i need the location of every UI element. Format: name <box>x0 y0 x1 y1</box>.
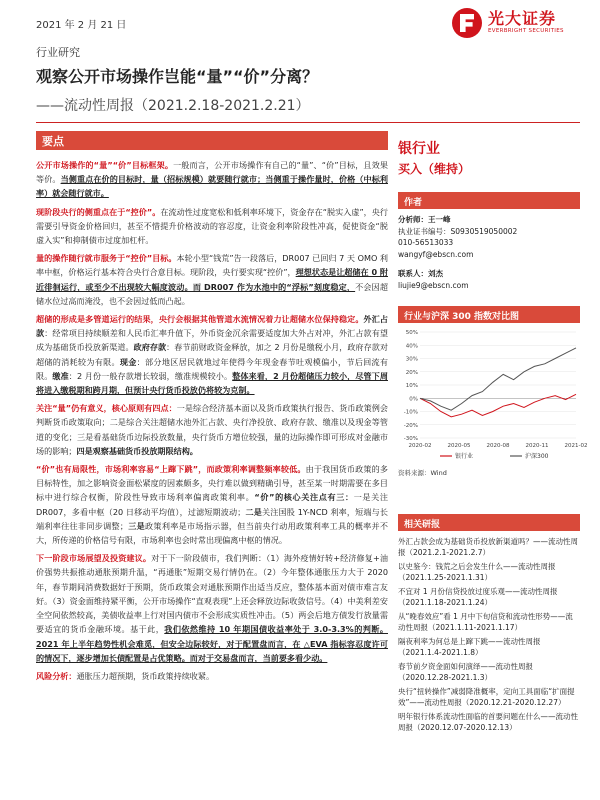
paragraph-text: ：经常项目持续顺差和人民币汇率升值下，外币资金沉余需要适度加大外占对冲，外汇占款有望成为基础货币投放新渠道。 <box>36 328 388 353</box>
keypoints-header: 要点 <box>36 131 388 150</box>
logo-english-name: EVERBRIGHT SECURITIES <box>488 28 564 34</box>
related-report-item[interactable]: 明年银行体系流动性面临的首要问题在什么——流动性周报（2020.12.07-2020.12.13） <box>398 712 578 732</box>
y-tick-label: 30% <box>405 356 418 363</box>
index-comparison-chart <box>398 326 588 464</box>
chart-svg <box>398 326 588 464</box>
paragraph-lead: 公开市场操作的“量”“价”目标框架。 <box>36 160 174 170</box>
paragraph-emphasis: 三是 <box>127 520 146 531</box>
x-tick-label: 2021-02 <box>564 443 588 449</box>
paragraph-text: 本轮小型“钱荒”告一段落后，DR007 已回归 7 天 OMO 利率中枢，价格运行基本符合央行合意目标。现阶段，央行要实现“控价”， <box>36 253 389 278</box>
report-category: 行业研究 <box>36 46 80 59</box>
contact-name: 联系人：刘杰 <box>398 269 443 278</box>
chart-source: 资料来源：Wind <box>398 469 447 477</box>
paragraph-text: 关注国股 1Y-NCD 利率，短端与长端利率往往非同步调整； <box>36 506 388 531</box>
related-reports-list <box>398 536 580 736</box>
series-line-1 <box>420 348 576 410</box>
author-name: 分析师：王一峰 <box>398 215 451 224</box>
y-tick-label: -20% <box>403 422 418 429</box>
paragraph-lead: “价”也有局限性，市场利率容易“上蹿下跳”，而政策利率调整频率较低。 <box>36 464 306 475</box>
paragraph-text: 通胀压力超预期，货币政策持续收紧。 <box>76 670 215 681</box>
paragraph-text: 不会因超储水位过高而淹没，也不会因过低而凸起。 <box>36 281 388 306</box>
related-report-item[interactable]: 春节前夕资金面如何演绎——流动性周报（2020.12.28-2021.1.3） <box>398 662 533 682</box>
paragraph-emphasis: 理想状态是让超储在 0 附近徘徊运行，或至少不出现较大幅度波动。而 DR007 作为水池中的“浮标”刻度稳定， <box>36 267 388 292</box>
paragraph-text: 一是关注 DR007，多看中枢（20 日移动平均值），过滤短期波动； <box>36 492 388 517</box>
paragraph-text: 由于我国货币政策的多目标特性，加之影响资金面松紧度的因素颇多，央行难以做到精确引导，甚至某一时期需要在多目标中进行综合权衡，阶段性导致市场利率偏离政策利率。 <box>36 464 388 503</box>
y-tick-label: -10% <box>403 409 418 416</box>
legend-label: 银行业 <box>455 453 474 460</box>
related-report-item[interactable]: 从“晚春效应”看 1 月中下旬信贷和流动性形势——流动性周报（2021.1.11-2021.1.17） <box>398 612 573 632</box>
related-report-item[interactable]: 外汇占款会成为基础货币投放新渠道吗？——流动性周报（2021.2.1-2021.2.7） <box>398 537 578 557</box>
report-subtitle: ——流动性周报（2021.2.18-2021.2.21） <box>36 98 310 114</box>
logo-chinese-name: 光大证券 <box>488 9 557 28</box>
related-section-header: 相关研报 <box>398 514 580 531</box>
paragraph-text: 一是综合经济基本面以及货币政策执行报告、货币政策例会判断货币政策取向；二是综合关注超储水池外汇占款、央行净投放、政府存款、缴准以及现金等管道的变化；三是看基础货币边际投放数量，央行货币方增位较强，量的边际操作即可形成对金融市场的影响； <box>36 403 388 456</box>
paragraph-emphasis: 现金 <box>119 356 137 367</box>
y-tick-label: 40% <box>405 343 418 350</box>
paragraph-text: ：春节前财政资金释放，加之 2 月份是缴税小月，政府存款对超储的消耗较为有限。 <box>36 342 388 367</box>
paragraph-emphasis: 二是 <box>245 506 263 517</box>
report-title: 观察公开市场操作岂能“量”“价”分离？ <box>36 67 319 86</box>
header-divider <box>36 122 580 123</box>
paragraph-emphasis: 外汇占款 <box>36 314 388 339</box>
y-tick-label: 10% <box>405 383 418 389</box>
author-section-header: 作者 <box>398 192 580 209</box>
y-tick-label: 20% <box>405 369 418 376</box>
paragraph-emphasis: 我们依然维持 10 年期国债收益率处于 3.0-3.3%的判断。2021 年上半年趋势性机会难觅，但安全边际较好，对于配置盘而言，在 △EVA 指标容忍度许可的情况下，逐步增加长债配置是占优策略。而对于交易盘而言，当前要多看少动。 <box>36 624 388 663</box>
y-tick-label: -30% <box>403 436 418 442</box>
paragraph-lead: 现阶段央行的侧重点在于“控价”。 <box>36 206 161 217</box>
legend-label: 沪深300 <box>525 453 549 460</box>
author-license: 执业证书编号：S0930519050002 <box>398 226 518 236</box>
paragraph-text: ：2 月份一般存款增长较弱，缴准规模较小。 <box>68 370 233 381</box>
paragraph-emphasis: 政府存款 <box>133 342 167 353</box>
x-tick-label: 2020-08 <box>486 443 510 449</box>
main-body <box>36 158 388 687</box>
series-line-0 <box>420 394 576 417</box>
contact-info <box>398 268 580 291</box>
paragraph-lead: 量的操作随行就市服务于“控价”目标。 <box>36 253 177 264</box>
paragraph-price-control <box>36 205 388 248</box>
related-report-item[interactable]: 隔夜利率为何总是上蹿下跳——流动性周报（2021.1.4-2021.1.8） <box>398 637 541 657</box>
author-info <box>398 214 580 260</box>
industry-label: 银行业 <box>398 141 440 157</box>
paragraph-emphasis: 整体来看，2 月份超储压力较小，尽管下周将进入缴税期和跨月期，但预计央行货币投放仍将较为克制。 <box>36 370 388 396</box>
broker-logo <box>452 6 580 40</box>
paragraph-outlook <box>36 551 388 665</box>
paragraph-volume <box>36 251 388 308</box>
paragraph-price-limits <box>36 462 388 547</box>
paragraph-emphasis: 当侧重点在价的目标时，量（招标规模）就要随行就市；当侧重于操作量时，价格（中标利率）就会随行就市。 <box>36 174 388 199</box>
related-report-item[interactable]: 央行“扭转操作”减弱降准概率，定向工具面临“扩面提效”——流动性周报（2020.12.21-2020.12.27） <box>398 687 575 707</box>
paragraph-lead: 关注“量”仍有意义，核心原则有四点： <box>36 403 177 414</box>
paragraph-text: 一般而言，公开市场操作有自己的“量”、“价”目标，且效果等价。 <box>36 160 388 185</box>
paragraph-text: ：部分地区居民就地过年使得今年现金春节吐观模偏小，节后回流有限。 <box>36 356 388 381</box>
y-tick-label: 0% <box>409 396 418 403</box>
x-tick-label: 2020-02 <box>408 443 432 449</box>
paragraph-emphasis: “价”的核心关注点有三： <box>254 492 354 503</box>
paragraph-emphasis: 四是观察基础货币投放期限结构。 <box>76 445 198 456</box>
paragraph-emphasis: 缴准 <box>52 370 69 381</box>
chart-section-header: 行业与沪深 300 指数对比图 <box>398 306 580 323</box>
paragraph-reserves <box>36 312 388 397</box>
contact-email[interactable]: liujie9@ebscn.com <box>398 280 469 290</box>
logo-emblem-icon <box>452 8 482 38</box>
author-phone: 010-56513033 <box>398 238 454 247</box>
paragraph-lead: 下一阶段市场展望及投资建议。 <box>36 553 152 564</box>
author-email[interactable]: wangyf@ebscn.com <box>398 249 474 259</box>
y-tick-label: 50% <box>405 330 418 336</box>
paragraph-text: 在流动性过度宽松和低利率环境下，资金存在“脱实入虚”，央行需要引导资金价格回归，甚至不惜提升价格波动的容忍度，让资金利率阶段性冲高，促使资金“脱虚入实”和抑制债市过度加杠杆。 <box>36 206 389 246</box>
paragraph-text: 对于下一阶段债市，我们判断：（1）海外疫情好转+经济修复+油价强势共振推动通胀预期升温，“再通胀”短期交易行情仍在。（2）今年整体通胀压力大于 2020 年，春节期间消费数据好于预期，货币政策会对通胀预期作出适当反应，整体基本面对债市难言友好。（3）资金面维持紧平衡，公开市场操作“直观表现”上还会释放边际收敛信号。（4）中美利差安全空间依然较高，美债收益率上行对国内债市不会形成实质性冲击。（5）两会后地方债发行放量需要适宜的货币金融环境。基于此， <box>36 553 388 635</box>
x-tick-label: 2020-05 <box>447 443 471 449</box>
paragraph-lead: 超储的形成是多管道运行的结果，央行会根据其他管道水流情况着力让超储水位保持稳定。 <box>36 314 364 325</box>
report-date: 2021 年 2 月 21 日 <box>36 20 127 31</box>
paragraph-risk <box>36 669 388 683</box>
related-report-item[interactable]: 不宜对 1 月份信贷投放过度乐观——流动性周报（2021.1.18-2021.1.24） <box>398 587 558 607</box>
paragraph-lead: 风险分析： <box>36 670 77 681</box>
related-report-item[interactable]: 以史鉴今：钱荒之后会发生什么——流动性周报（2021.1.25-2021.1.31） <box>398 562 556 582</box>
rating-label: 买入（维持） <box>398 162 471 176</box>
paragraph-text: 政策利率是市场指示器，但当前央行动用政策利率工具的概率并不大，所传递的价格信号有限，市场利率也会时常出现偏离中枢的情况。 <box>36 520 388 546</box>
paragraph-framework <box>36 158 388 201</box>
x-tick-label: 2020-11 <box>525 443 549 449</box>
paragraph-volume-principles <box>36 401 388 458</box>
